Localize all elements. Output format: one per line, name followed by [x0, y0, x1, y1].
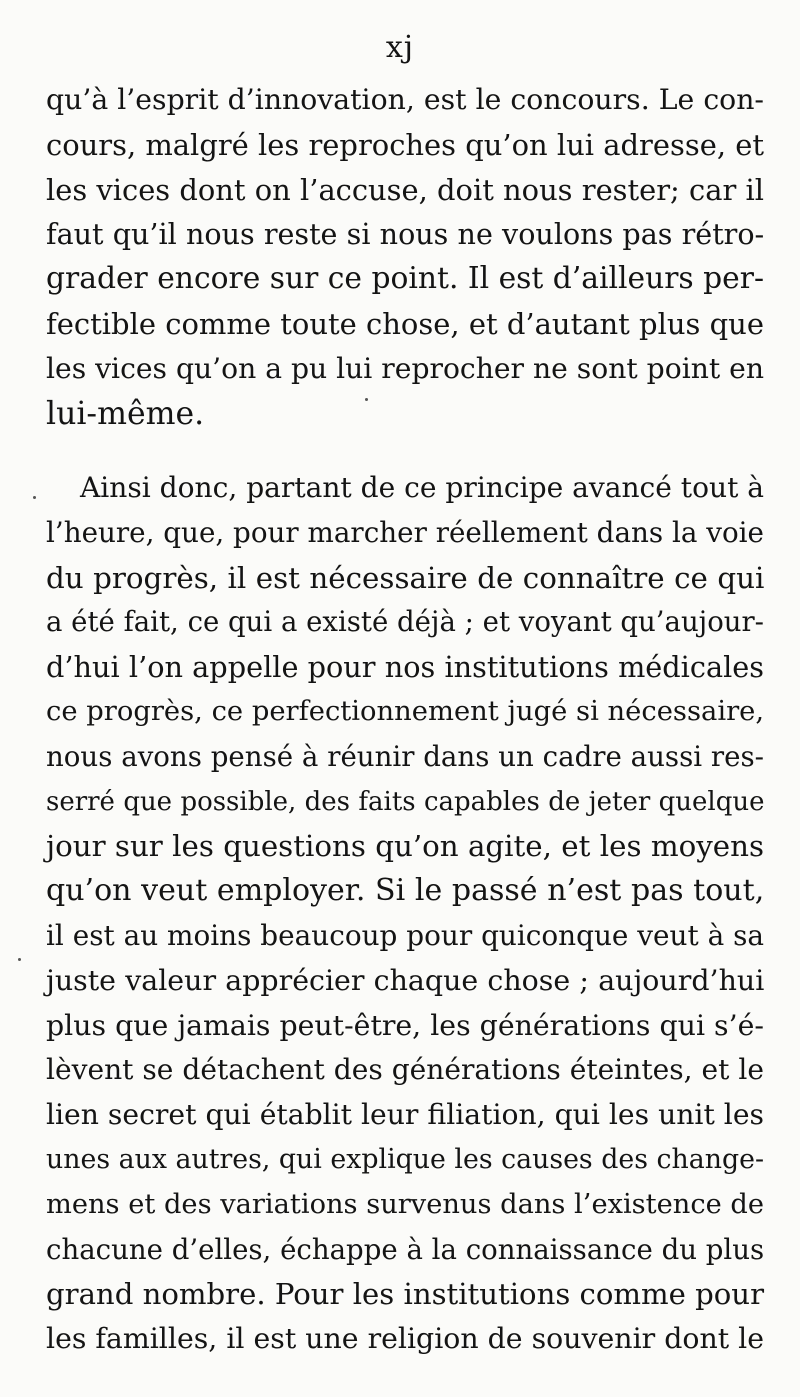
- text-line: nous avons pensé à réunir dans un cadre aussi res-: [46, 739, 764, 773]
- text-line: Ainsi donc, partant de ce principe avancé tout à: [80, 471, 765, 504]
- paragraph-1: [46, 78, 764, 436]
- text-line: du progrès, il est nécessaire de connaître ce qui: [46, 560, 765, 595]
- paper-speck: [365, 398, 368, 401]
- text-line: grader encore sur ce point. Il est d’ailleurs per-: [46, 261, 764, 297]
- page-number: xj: [385, 30, 415, 65]
- text-line: lien secret qui établit leur filiation, qui les unit les: [46, 1098, 764, 1132]
- text-line: a été fait, ce qui a existé déjà ; et voyant qu’aujour-: [46, 606, 764, 639]
- text-line: unes aux autres, qui explique les causes des change-: [46, 1143, 764, 1175]
- text-line: faut qu’il nous reste si nous ne voulons pas rétro-: [46, 217, 765, 252]
- text-line: grand nombre. Pour les institutions comme pour: [46, 1277, 764, 1312]
- text-line: les familles, il est une religion de souvenir dont le: [46, 1322, 764, 1356]
- text-line: juste valeur apprécier chaque chose ; aujourd’hui: [46, 963, 765, 997]
- text-line: fectible comme toute chose, et d’autant plus que: [46, 306, 764, 341]
- text-line: qu’on veut employer. Si le passé n’est pas tout,: [46, 873, 765, 909]
- text-line: lèvent se détachent des générations éteintes, et le: [46, 1053, 764, 1087]
- text-line: lui-même.: [46, 395, 205, 432]
- paragraph-2: [46, 466, 764, 1362]
- text-line: cours, malgré les reproches qu’on lui adresse, et: [46, 127, 764, 162]
- text-line: qu’à l’esprit d’innovation, est le concours. Le con-: [46, 83, 764, 116]
- text-line: mens et des variations survenus dans l’existence de: [46, 1188, 764, 1220]
- text-line: ce progrès, ce perfectionnement jugé si nécessaire,: [46, 695, 765, 727]
- text-line: les vices qu’on a pu lui reprocher ne sont point en: [46, 351, 764, 385]
- text-line: plus que jamais peut-être, les générations qui s’é-: [46, 1008, 764, 1042]
- text-line: les vices dont on l’accuse, doit nous rester; car il: [46, 172, 764, 207]
- text-line: il est au moins beaucoup pour quiconque veut à sa: [46, 918, 764, 952]
- text-line: d’hui l’on appelle pour nos institutions médicales: [46, 650, 764, 685]
- text-line: jour sur les questions qu’on agite, et les moyens: [46, 829, 764, 864]
- paper-speck: [33, 496, 36, 499]
- paper-speck: [18, 958, 21, 961]
- text-line: l’heure, que, pour marcher réellement dans la voie: [46, 515, 764, 549]
- text-line: serré que possible, des faits capables de jeter quelque: [46, 786, 765, 817]
- text-line: chacune d’elles, échappe à la connaissance du plus: [46, 1232, 765, 1266]
